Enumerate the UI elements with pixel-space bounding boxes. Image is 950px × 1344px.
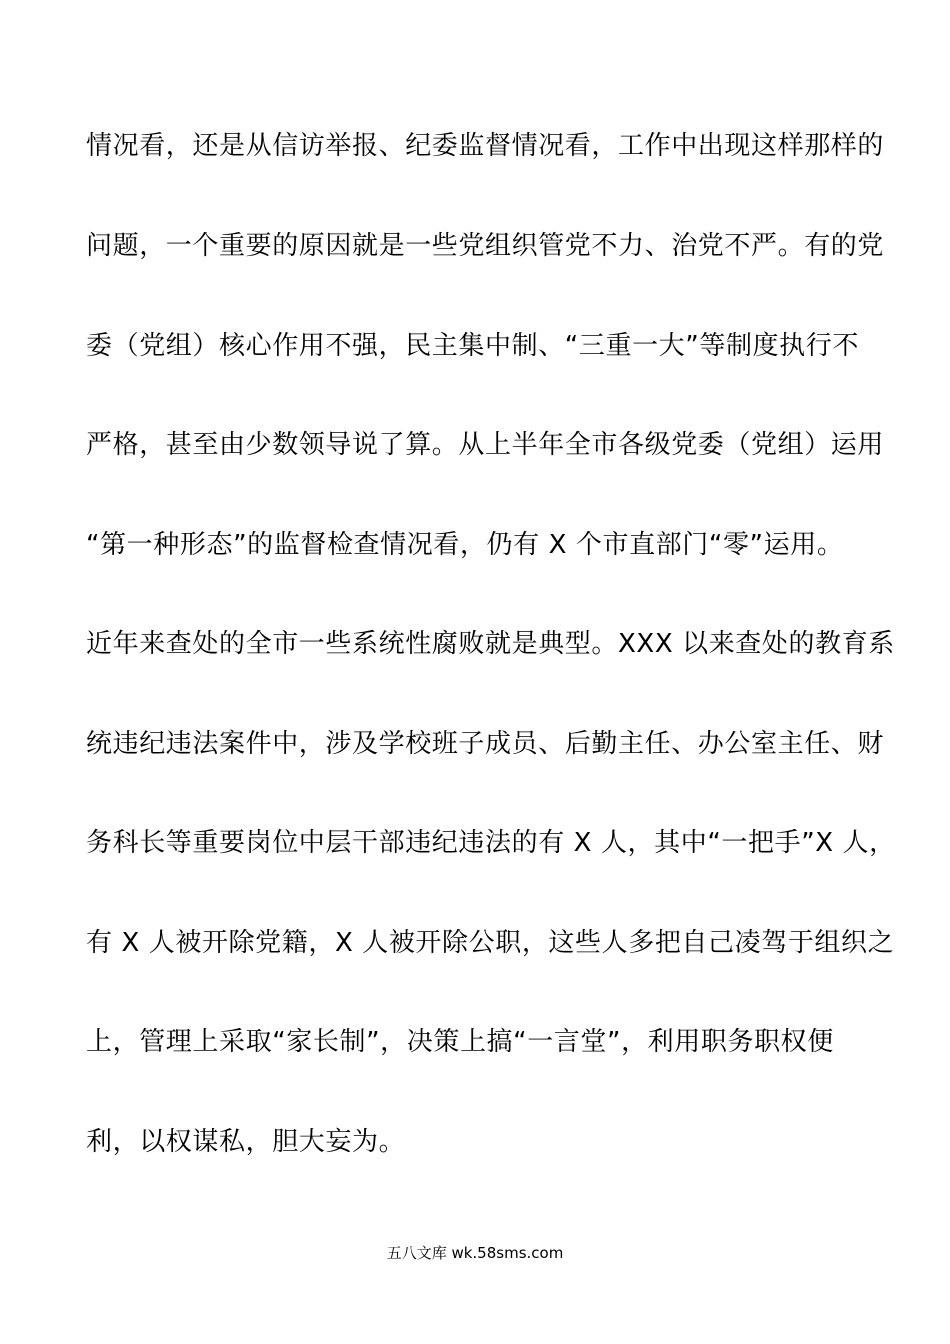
body-text-line: 上，管理上采取“家长制”，决策上搞“一言堂”，利用职务职权便	[86, 1027, 834, 1057]
body-text-line: 利，以权谋私，胆大妄为。	[86, 1127, 406, 1157]
body-text-line: 近年来查处的全市一些系统性腐败就是典型。XXX 以来查处的教育系	[86, 629, 895, 659]
body-text-line: 委（党组）核心作用不强，民主集中制、“三重一大”等制度执行不	[86, 331, 859, 361]
body-text-line: “第一种形态”的监督检查情况看，仍有 X 个市直部门“零”运用。	[86, 530, 844, 560]
body-text-line: 情况看，还是从信访举报、纪委监督情况看，工作中出现这样那样的	[86, 131, 885, 161]
body-text-line: 严格，甚至由少数领导说了算。从上半年全市各级党委（党组）运用	[86, 430, 885, 460]
body-text-line: 有 X 人被开除党籍，X 人被开除公职，这些人多把自己凌驾于组织之	[86, 928, 895, 958]
footer-watermark: 五八文库 wk.58sms.com	[386, 1244, 564, 1262]
body-text-line: 务科长等重要岗位中层干部违纪违法的有 X 人，其中“一把手”X 人，	[86, 828, 896, 858]
body-text-line: 统违纪违法案件中，涉及学校班子成员、后勤主任、办公室主任、财	[86, 729, 885, 759]
body-text-line: 问题，一个重要的原因就是一些党组织管党不力、治党不严。有的党	[86, 231, 885, 261]
